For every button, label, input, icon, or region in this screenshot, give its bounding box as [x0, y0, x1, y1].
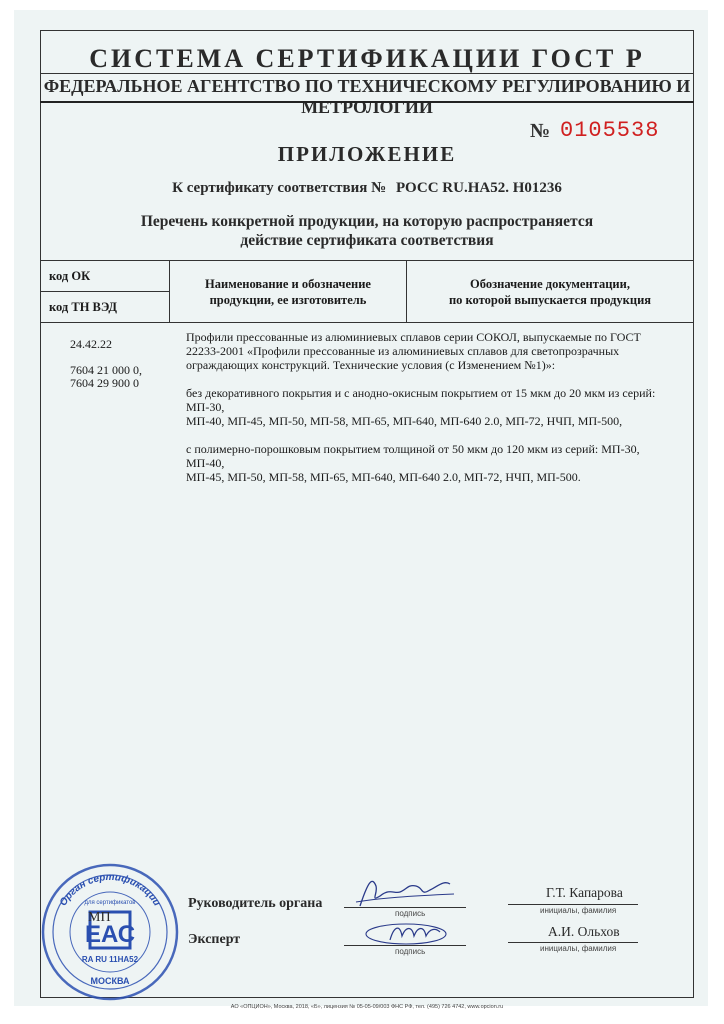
subtitle-line-1: Перечень конкретной продукции, на которую распространяется — [140, 213, 594, 230]
expert-label: Эксперт — [188, 932, 241, 947]
code-tnved-value-2: 7604 29 900 0 — [70, 376, 139, 390]
head-initials-caption: инициалы, фамилия — [540, 906, 617, 915]
name-header-line-1: Наименование и обозначение — [205, 276, 371, 291]
head-name-line — [508, 904, 638, 905]
expert-initials-caption: инициалы, фамилия — [540, 944, 617, 953]
product-line: МП-40, МП-45, МП-50, МП-58, МП-65, МП-640, МП-640 2.0, МП-72, НЧП, МП-500, — [186, 414, 623, 428]
products-table-header — [40, 260, 694, 323]
name-header-line-2: продукции, ее изготовитель — [209, 292, 367, 307]
product-line: ограждающих конструкций. Технические условия (с Изменением №1)»: — [186, 358, 556, 372]
product-codes — [70, 338, 142, 390]
expert-name-line — [508, 942, 638, 943]
stamp-mark: ЕАС — [84, 921, 136, 948]
doc-header-line-1: Обозначение документации, — [470, 276, 630, 291]
head-signature-caption: подпись — [395, 909, 426, 918]
product-paragraph-2 — [186, 386, 678, 428]
expert-signature-icon — [360, 912, 460, 952]
head-name: Г.Т. Капарова — [546, 885, 623, 900]
certificate-reference — [40, 180, 694, 197]
page-title: ПРИЛОЖЕНИЕ — [277, 142, 457, 166]
product-description — [186, 330, 678, 498]
product-line: без декоративного покрытия и с анодно-окисным покрытием от 15 мкм до 20 мкм из серий: МП-30, — [186, 386, 656, 414]
product-paragraph-3 — [186, 442, 678, 484]
certificate-number: РОСС RU.HA52. H01236 — [395, 180, 562, 196]
product-paragraph-1 — [186, 330, 678, 372]
certificate-label: К сертификату соответствия № — [172, 180, 387, 196]
subtitle — [40, 212, 694, 250]
stamp-reg: RA RU 11НА52 — [81, 955, 139, 964]
certificate-frame — [40, 30, 694, 998]
code-ok-header: код ОК — [41, 261, 170, 292]
form-number: 0105538 — [560, 118, 660, 143]
product-line: с полимерно-порошковым покрытием толщиной от 50 мкм до 120 мкм из серий: МП-30, МП-40, — [186, 442, 640, 470]
form-number-sign: № — [530, 120, 551, 142]
eac-stamp-icon — [40, 862, 180, 1002]
code-tnved-header: код ТН ВЭД — [41, 292, 170, 323]
expert-name: А.И. Ольхов — [548, 924, 620, 939]
agency-title: ФЕДЕРАЛЬНОЕ АГЕНТСТВО ПО ТЕХНИЧЕСКОМУ РЕГУЛИРОВАНИЮ И МЕТРОЛОГИИ — [43, 76, 691, 117]
product-line: Профили прессованные из алюминиевых сплавов серии СОКОЛ, выпускаемые по ГОСТ — [186, 330, 641, 344]
product-line: 22233-2001 «Профили прессованные из алюминиевых сплавов для светопрозрачных — [186, 344, 620, 358]
subtitle-line-2: действие сертификата соответствия — [240, 232, 494, 249]
head-signature-icon — [350, 872, 460, 912]
expert-signature-caption: подпись — [395, 947, 426, 956]
head-label: Руководитель органа — [188, 896, 323, 911]
name-column-header — [170, 261, 407, 323]
code-tnved-value-1: 7604 21 000 0, — [70, 363, 142, 377]
product-line: МП-45, МП-50, МП-58, МП-65, МП-640, МП-640 2.0, МП-72, НЧП, МП-500. — [186, 470, 581, 484]
code-ok-value: 24.42.22 — [70, 337, 112, 351]
stamp-city: МОСКВА — [90, 976, 130, 986]
mp-label: МП — [88, 910, 111, 925]
doc-header-line-2: по которой выпускается продукция — [448, 292, 652, 307]
stamp-subtitle: для сертификатов — [84, 900, 136, 906]
header-rule-bottom — [40, 101, 694, 103]
header-rule-top — [40, 73, 694, 74]
system-title: СИСТЕМА СЕРТИФИКАЦИИ ГОСТ Р — [89, 44, 645, 73]
doc-column-header — [407, 261, 694, 323]
footer-imprint: АО «ОПЦИОН», Москва, 2018, «Б», лицензия № 05-05-09/003 ФНС РФ, тел. (495) 726 4742, www.opcion.ru — [230, 1004, 504, 1010]
stamp-title: Орган сертификации — [57, 871, 163, 909]
